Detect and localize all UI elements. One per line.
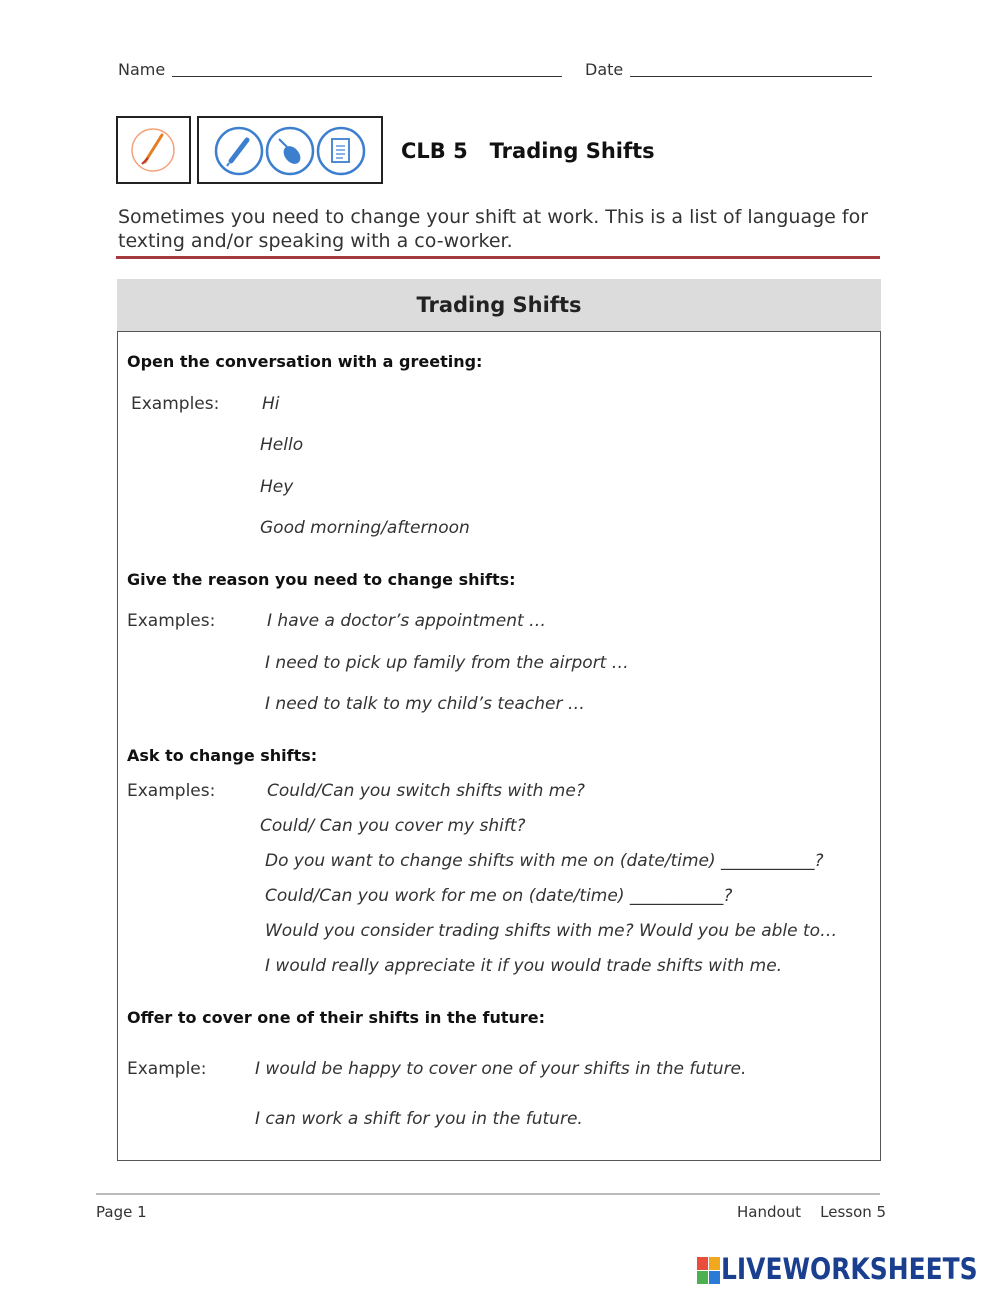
examples-label: Examples: (127, 611, 216, 631)
example-item: Could/Can you switch shifts with me? (267, 781, 585, 801)
example-item: Do you want to change shifts with me on (date/time) ___________? (265, 851, 824, 871)
example-item: I would really appreciate it if you would trade shifts with me. (265, 956, 783, 976)
example-label: Example: (127, 1059, 207, 1079)
section-heading-reason: Give the reason you need to change shifts: (127, 570, 516, 589)
page-title: CLB 5 Trading Shifts (401, 139, 655, 163)
example-item: Hey (260, 477, 294, 497)
table-header: Trading Shifts (117, 279, 881, 332)
pen-icon (216, 128, 262, 174)
date-line[interactable] (630, 76, 872, 77)
name-label: Name (118, 60, 166, 79)
divider-rule (116, 256, 880, 259)
examples-label: Examples: (131, 394, 220, 414)
example-item: Would you consider trading shifts with me? Would you be able to… (265, 921, 838, 941)
section-heading-greeting: Open the conversation with a greeting: (127, 352, 483, 371)
liveworksheets-logo (697, 1252, 997, 1286)
example-item: I would be happy to cover one of your shifts in the future. (255, 1059, 747, 1079)
section-heading-ask: Ask to change shifts: (127, 746, 318, 765)
mouse-icon (267, 128, 313, 174)
example-item: I can work a shift for you in the future. (255, 1109, 583, 1129)
example-item: I have a doctor’s appointment … (267, 611, 547, 631)
example-item: Good morning/afternoon (260, 518, 470, 538)
pencil-icon-box (116, 116, 191, 184)
examples-label: Examples: (127, 781, 216, 801)
trading-shifts-table (117, 279, 881, 1161)
pencil-icon (118, 118, 189, 182)
example-item: Could/ Can you cover my shift? (260, 816, 526, 836)
section-heading-offer: Offer to cover one of their shifts in the future: (127, 1008, 546, 1027)
example-item: Hello (260, 435, 304, 455)
intro-line-1: Sometimes you need to change your shift at work. This is a list of language for (118, 206, 868, 228)
live-badge-icon (697, 1257, 721, 1285)
example-item: I need to talk to my child’s teacher … (265, 694, 585, 714)
example-item: I need to pick up family from the airport … (265, 653, 629, 673)
intro-line-2: texting and/or speaking with a co-worker. (118, 230, 513, 252)
brand-name: LIVEWORKSHEETS (721, 1252, 978, 1286)
date-label: Date (585, 60, 624, 79)
footer-lesson: Handout Lesson 5 (737, 1203, 887, 1221)
example-item: Hi (262, 394, 280, 414)
example-item: Could/Can you work for me on (date/time) ___________? (265, 886, 733, 906)
name-line[interactable] (172, 76, 562, 77)
document-icon (318, 128, 364, 174)
footer-rule (96, 1193, 880, 1195)
page-number: Page 1 (96, 1203, 147, 1221)
skills-icon-box (197, 116, 383, 184)
